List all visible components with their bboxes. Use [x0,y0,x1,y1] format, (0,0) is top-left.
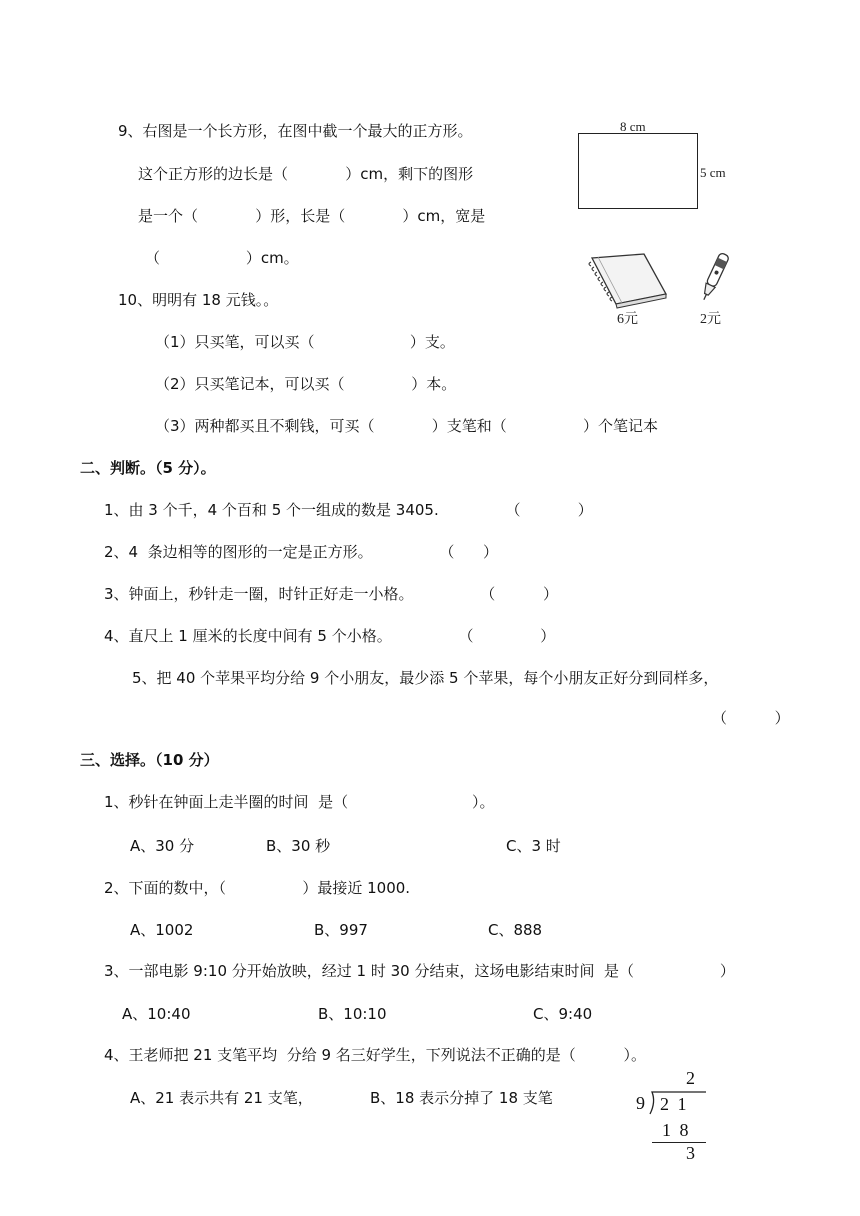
section3-title [80,750,219,770]
division-remainder: 3 [686,1143,695,1163]
q10-line-3: （2）只买笔记本，可以买（ ）本。 [155,375,457,393]
division-divisor: 9 [636,1093,645,1113]
section3-title-text: 三、选择。（10 分） [80,751,219,769]
judge-item-4: 4、直尺上 1 厘米的长度中间有 5 个小格。 （ ） [104,627,556,645]
division-rule [652,1142,706,1143]
choice-q4-b: B、18 表示分掉了 18 支笔 [370,1089,553,1107]
rect-width-label: 8 cm [620,119,646,134]
division-quotient: 2 [686,1068,695,1088]
notebook-price: 6元 [617,312,638,327]
division-dividend: 2 1 [660,1094,689,1114]
q9-line-3: 是一个（ ）形，长是（ ）cm，宽是 [138,207,486,225]
choice-q1-c: C、3 时 [506,837,561,855]
q9-line-2: 这个正方形的边长是（ ）cm，剩下的图形 [138,165,474,183]
judge-item-5-answer: （ ） [712,709,790,727]
q9-line-1: 9、右图是一个长方形，在图中截一个最大的正方形。 [118,122,473,140]
choice-q2-a: A、1002 [130,921,194,939]
choice-q4-a: A、21 表示共有 21 支笔， [130,1089,313,1107]
choice-q1: 1、秒针在钟面上走半圈的时间 是（ ）。 [104,793,495,811]
choice-q2-c: C、888 [488,921,543,939]
pen-icon [694,250,734,306]
notebook-icon [586,250,671,308]
pen-price: 2元 [700,312,721,327]
choice-q3-c: C、9:40 [533,1005,593,1023]
choice-q3-a: A、10:40 [122,1005,191,1023]
choice-q3-b: B、10:10 [318,1005,387,1023]
judge-item-1: 1、由 3 个千，4 个百和 5 个一组成的数是 3405. （ ） [104,501,593,519]
rectangle-figure [578,133,698,209]
q9-line-4: （ ）cm。 [145,249,299,267]
choice-q1-b: B、30 秒 [266,837,331,855]
judge-item-2: 2、4 条边相等的图形的一定是正方形。 （ ） [104,543,498,561]
section2-title: 二、判断。（5 分）。 [80,459,216,477]
choice-q3: 3、一部电影 9:10 分开始放映，经过 1 时 30 分结束，这场电影结束时间 是（ ） [104,962,735,980]
q10-line-1: 10、明明有 18 元钱。。 [118,291,279,309]
long-division [630,1066,720,1166]
division-product: 1 8 [662,1120,691,1140]
q10-line-4: （3）两种都买且不剩钱，可买（ ）支笔和（ ）个笔记本 [155,417,659,435]
rect-height-label: 5 cm [700,165,726,180]
choice-q4: 4、王老师把 21 支笔平均 分给 9 名三好学生，下列说法不正确的是（ ）。 [104,1046,646,1064]
choice-q1-a: A、30 分 [130,837,195,855]
q10-line-2: （1）只买笔，可以买（ ）支。 [155,333,455,351]
choice-q2-b: B、997 [314,921,368,939]
judge-item-5: 5、把 40 个苹果平均分给 9 个小朋友，最少添 5 个苹果，每个小朋友正好分到同样多， [132,669,719,687]
choice-q2: 2、下面的数中，（ ）最接近 1000. [104,879,411,897]
judge-item-3: 3、钟面上，秒针走一圈，时针正好走一小格。 （ ） [104,585,558,603]
